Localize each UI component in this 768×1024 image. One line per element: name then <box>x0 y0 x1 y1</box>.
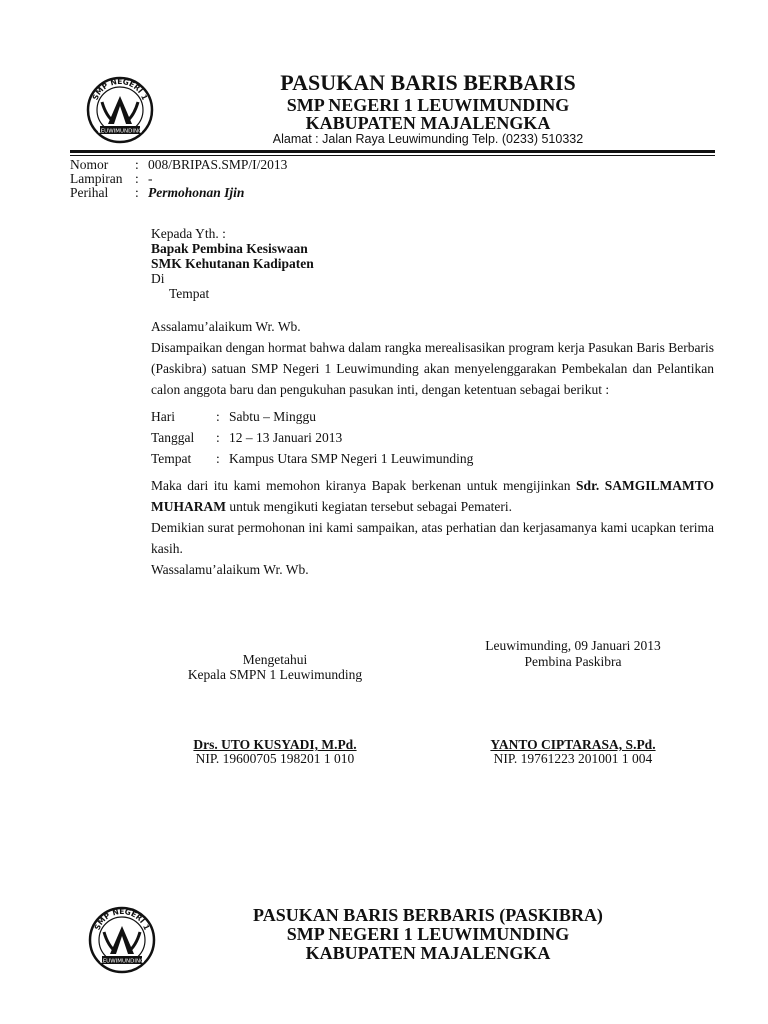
recipient-di: Di <box>151 271 165 286</box>
footer-title: PASUKAN BARIS BERBARIS (PASKIBRA) <box>253 905 603 925</box>
colon: : <box>135 185 139 200</box>
detail-value: Kampus Utara SMP Negeri 1 Leuwimunding <box>229 451 474 466</box>
header-school: SMP NEGERI 1 LEUWIMUNDING <box>286 95 570 115</box>
footer-school: SMP NEGERI 1 LEUWIMUNDING <box>286 924 570 944</box>
signature-left-nip: NIP. 19600705 198201 1 010 <box>195 751 355 766</box>
paragraph-closing: Demikian surat permohonan ini kami sampaikan, atas perhatian dan kerjasamanya kami ucapkan terima kasih. <box>151 520 714 556</box>
signature-place-date: Leuwimunding, 09 Januari 2013 <box>485 638 661 653</box>
request-text-post: untuk mengikuti kegiatan tersebut sebagai Pemateri. <box>229 499 513 514</box>
event-details <box>151 406 714 469</box>
logo-top-text: SMP NEGERI 1 <box>90 76 150 102</box>
perihal-label: Perihal <box>70 185 109 200</box>
recipient-name: Bapak Pembina Kesiswaan <box>151 241 308 256</box>
nomor-label: Nomor <box>70 157 109 172</box>
school-logo <box>84 72 156 144</box>
request-person-name: Sdr. SAMGILMAMTO MUHARAM <box>151 478 714 514</box>
paragraph-intro: Disampaikan dengan hormat bahwa dalam rangka merealisasikan program kerja Pasukan Baris Berbaris (Paskibra) satuan SMP Negeri 1 Leuwimunding akan menyelenggarakan Pembekalan dan Pelantikan calon anggota baru dan pengukuhan pasukan inti, dengan ketentuan sebagai berikut : <box>151 340 714 397</box>
colon: : <box>135 171 139 186</box>
header-title: PASUKAN BARIS BERBARIS <box>280 70 576 95</box>
detail-value: Sabtu – Minggu <box>229 409 317 424</box>
recipient-block <box>151 226 551 301</box>
header-rule-thick <box>70 150 715 153</box>
header-district: KABUPATEN MAJALENGKA <box>305 113 551 133</box>
detail-value: 12 – 13 Januari 2013 <box>229 430 343 445</box>
logo-bottom-text: LEUWIMUNDING <box>99 958 145 965</box>
nomor-value: 008/BRIPAS.SMP/I/2013 <box>148 157 288 172</box>
recipient-institution: SMK Kehutanan Kadipaten <box>151 256 314 271</box>
signature-left-role: Kepala SMPN 1 Leuwimunding <box>187 667 363 682</box>
letter-meta <box>70 158 470 200</box>
detail-tanggal <box>151 427 714 448</box>
signature-right-role: Pembina Paskibra <box>524 654 622 669</box>
recipient-place: Tempat <box>169 286 210 301</box>
colon: : <box>135 157 139 172</box>
signature-right-nip: NIP. 19761223 201001 1 004 <box>493 751 653 766</box>
detail-tempat <box>151 448 714 469</box>
perihal-value: Permohonan Ijin <box>148 185 245 200</box>
paragraph-request <box>151 475 714 517</box>
meta-lampiran <box>70 172 470 186</box>
header-address: Alamat : Jalan Raya Leuwimunding Telp. (0233) 510332 <box>272 132 584 146</box>
closing-greeting: Wassalamu’alaikum Wr. Wb. <box>151 562 309 577</box>
request-text-pre: Maka dari itu kami memohon kiranya Bapak berkenan untuk mengijinkan <box>151 478 571 493</box>
lampiran-value: - <box>148 171 153 186</box>
detail-label: Tanggal <box>151 430 195 445</box>
greeting: Assalamu’alaikum Wr. Wb. <box>151 319 301 334</box>
signature-right-name: YANTO CIPTARASA, S.Pd. <box>490 737 656 752</box>
letter-body <box>151 316 714 580</box>
school-logo-footer <box>86 902 158 974</box>
signature-left-name: Drs. UTO KUSYADI, M.Pd. <box>193 737 357 752</box>
signature-left-label: Mengetahui <box>242 652 308 667</box>
logo-top-text: SMP NEGERI 1 <box>92 906 152 932</box>
recipient-salutation: Kepada Yth. : <box>151 226 226 241</box>
detail-label: Tempat <box>151 451 192 466</box>
colon: : <box>216 430 220 445</box>
detail-hari <box>151 406 714 427</box>
logo-bottom-text: LEUWIMUNDING <box>97 128 143 135</box>
colon: : <box>216 451 220 466</box>
colon: : <box>216 409 220 424</box>
footer-district: KABUPATEN MAJALENGKA <box>305 943 551 963</box>
meta-nomor <box>70 158 470 172</box>
lampiran-label: Lampiran <box>70 171 123 186</box>
header-rule-thin <box>70 155 715 156</box>
meta-perihal <box>70 186 470 200</box>
detail-label: Hari <box>151 409 175 424</box>
